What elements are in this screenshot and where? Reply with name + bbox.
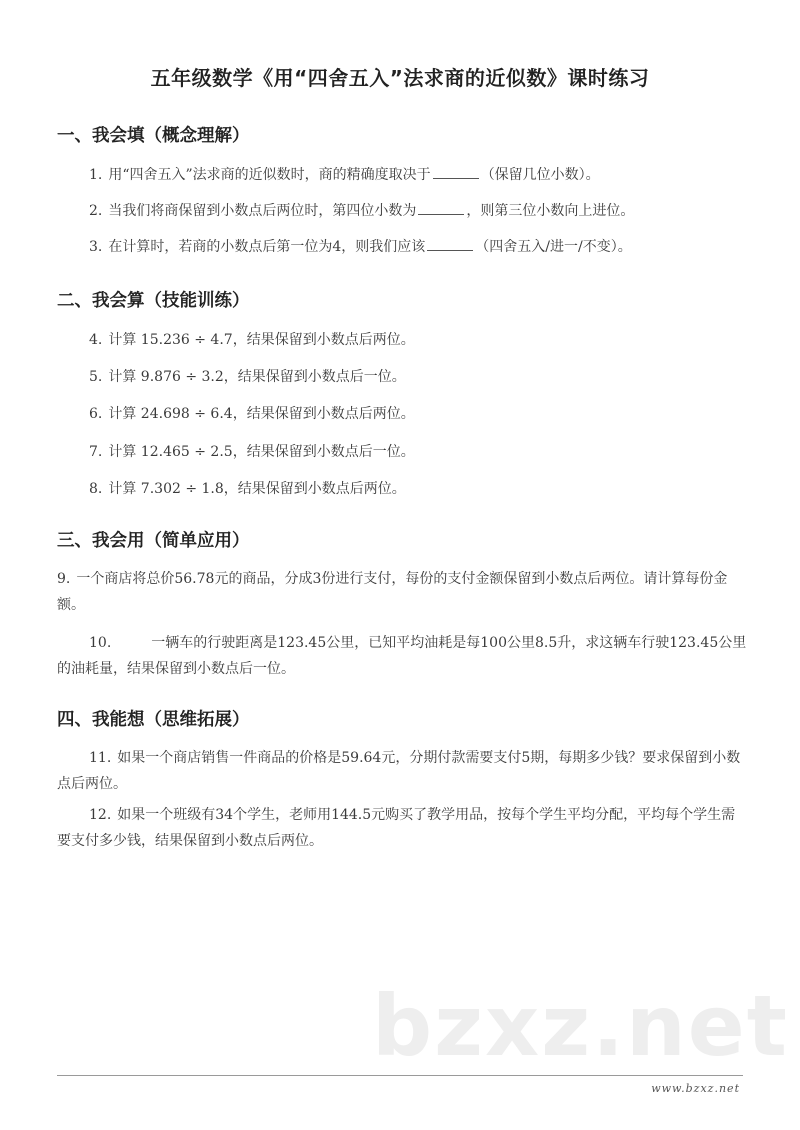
question-number: 1. xyxy=(89,167,103,183)
question-12 xyxy=(57,802,747,854)
question-text-before: 用“四舍五入”法求商的近似数时，商的精确度取决于 xyxy=(108,167,431,183)
question-number: 10. xyxy=(89,635,112,651)
question-4 xyxy=(89,327,415,353)
section-heading-fill: 一、我会填（概念理解） xyxy=(57,126,250,146)
footer-divider xyxy=(57,1075,743,1076)
question-text-after: （四舍五入/进一/不变）。 xyxy=(475,239,632,255)
answer-blank xyxy=(418,200,464,215)
question-text: 计算 12.465 ÷ 2.5，结果保留到小数点后一位。 xyxy=(108,444,415,460)
question-1 xyxy=(89,162,600,188)
question-11 xyxy=(57,745,747,797)
question-number: 7. xyxy=(89,444,103,460)
question-text: 如果一个班级有34个学生，老师用144.5元购买了教学用品，按每个学生平均分配，平均每个学生需要支付多少钱，结果保留到小数点后两位。 xyxy=(57,807,736,849)
question-number: 8. xyxy=(89,481,103,497)
question-9 xyxy=(57,566,747,618)
question-6 xyxy=(89,401,415,427)
question-text: 计算 24.698 ÷ 6.4，结果保留到小数点后两位。 xyxy=(108,406,415,422)
question-number: 3. xyxy=(89,239,103,255)
answer-blank xyxy=(433,164,479,179)
question-text: 一个商店将总价56.78元的商品，分成3份进行支付，每份的支付金额保留到小数点后两位。请计算每份金额。 xyxy=(57,571,728,613)
watermark: bzxz.net xyxy=(372,977,789,1075)
question-text-before: 在计算时，若商的小数点后第一位为4，则我们应该 xyxy=(108,239,426,255)
question-2 xyxy=(89,198,634,224)
question-number: 2. xyxy=(89,203,103,219)
question-3 xyxy=(89,234,632,260)
question-text-after: ，则第三位小数向上进位。 xyxy=(466,203,635,219)
section-heading-apply: 三、我会用（简单应用） xyxy=(57,531,250,551)
question-text: 如果一个商店销售一件商品的价格是59.64元，分期付款需要支付5期，每期多少钱？要求保留到小数点后两位。 xyxy=(57,750,741,792)
question-text: 一辆车的行驶距离是123.45公里，已知平均油耗是每100公里8.5升，求这辆车行驶123.45公里的油耗量，结果保留到小数点后一位。 xyxy=(57,635,747,677)
question-8 xyxy=(89,476,406,502)
footer-url: www.bzxz.net xyxy=(651,1082,740,1095)
question-number: 6. xyxy=(89,406,103,422)
question-number: 9. xyxy=(57,571,71,587)
page-title: 五年级数学《用“四舍五入”法求商的近似数》课时练习 xyxy=(150,66,650,90)
question-text: 计算 15.236 ÷ 4.7，结果保留到小数点后两位。 xyxy=(108,332,415,348)
section-heading-calculate: 二、我会算（技能训练） xyxy=(57,291,250,311)
question-7 xyxy=(89,439,415,465)
question-text: 计算 9.876 ÷ 3.2，结果保留到小数点后一位。 xyxy=(108,369,406,385)
question-text-after: （保留几位小数）。 xyxy=(480,167,600,183)
question-text: 计算 7.302 ÷ 1.8，结果保留到小数点后两位。 xyxy=(108,481,406,497)
question-number: 11. xyxy=(89,750,112,766)
question-10 xyxy=(57,630,747,682)
question-number: 12. xyxy=(89,807,112,823)
question-5 xyxy=(89,364,406,390)
question-text-before: 当我们将商保留到小数点后两位时，第四位小数为 xyxy=(108,203,417,219)
question-number: 5. xyxy=(89,369,103,385)
question-number: 4. xyxy=(89,332,103,348)
answer-blank xyxy=(427,236,473,251)
section-heading-think: 四、我能想（思维拓展） xyxy=(57,710,250,730)
